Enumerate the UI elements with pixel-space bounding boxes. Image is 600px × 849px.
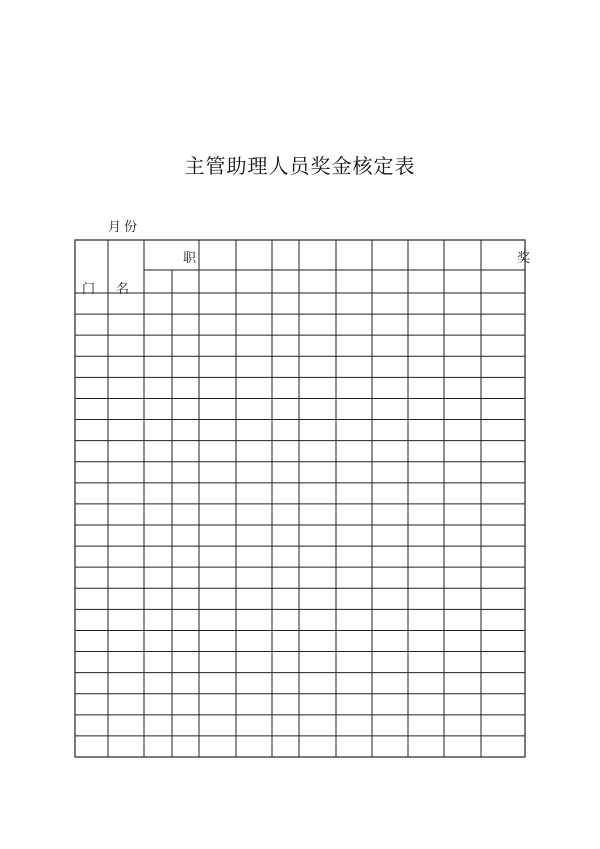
table-border <box>75 240 525 757</box>
month-label: 月份 <box>108 220 141 235</box>
header-bonus: 奖 <box>517 251 531 266</box>
header-position: 职 <box>183 251 197 266</box>
document-title: 主管助理人员奖金核定表 <box>184 154 416 178</box>
header-department: 门 <box>82 282 96 297</box>
header-name: 名 <box>116 282 130 297</box>
